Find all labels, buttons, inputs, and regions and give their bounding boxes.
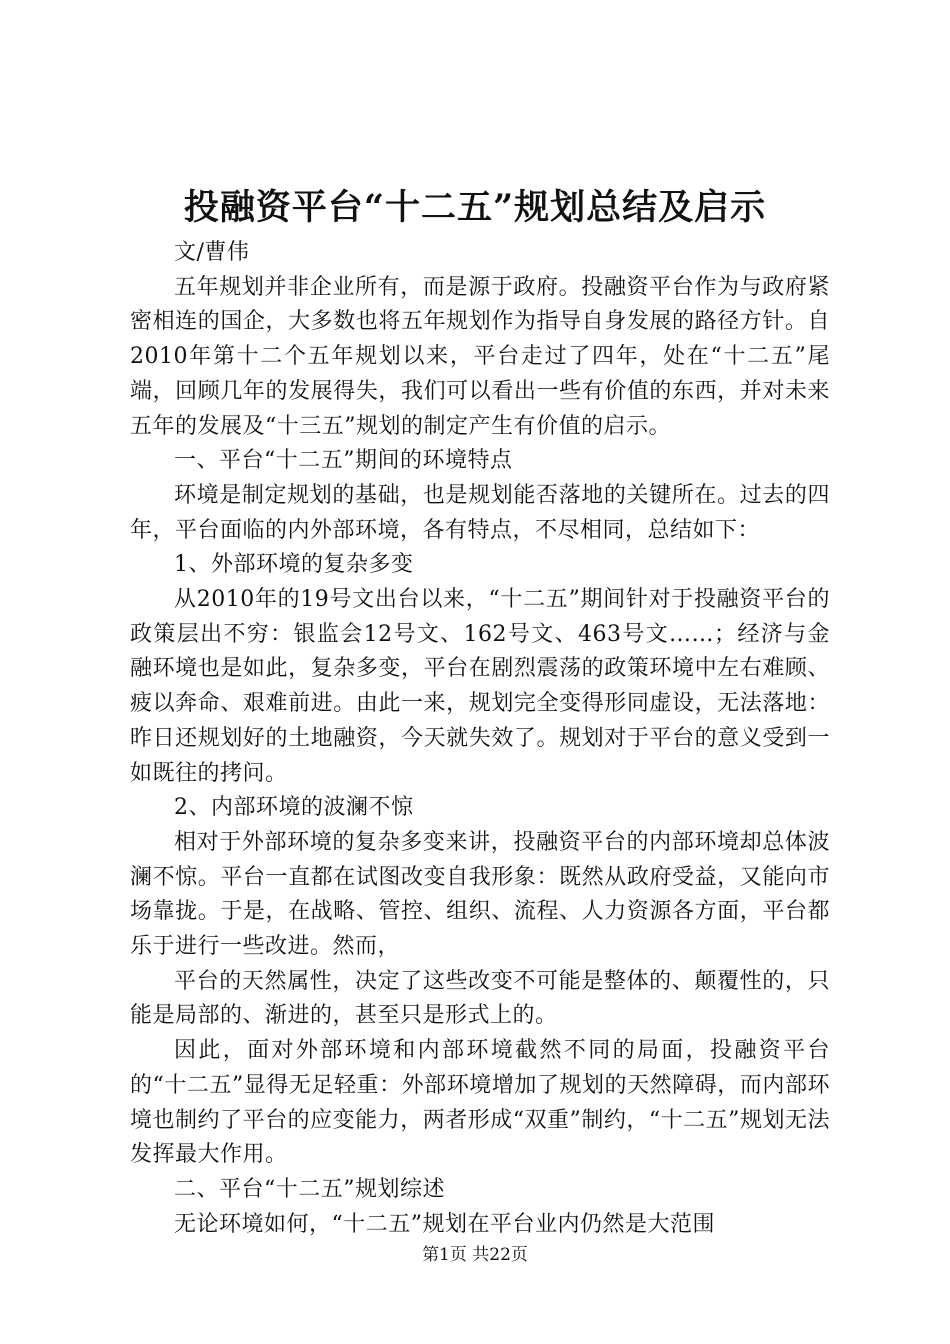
body-paragraph: 相对于外部环境的复杂多变来讲，投融资平台的内部环境却总体波澜不惊。平台一直都在试图改变自我形象：既然从政府受益，又能向市场靠拢。于是，在战略、管控、组织、流程、人力资源各方面，平台都乐于进行一些改进。然而，	[130, 829, 830, 960]
subsection-heading: 1、外部环境的复杂多变	[174, 552, 414, 578]
section-heading: 二、平台“十二五”规划综述	[174, 1176, 445, 1202]
document-title: 投融资平台“十二五”规划总结及启示	[183, 187, 767, 228]
author-line: 文/曹伟	[174, 240, 250, 265]
body-paragraph: 环境是制定规划的基础，也是规划能否落地的关键所在。过去的四年，平台面临的内外部环境，各有特点，不尽相同，总结如下：	[130, 482, 830, 543]
body-paragraph: 五年规划并非企业所有，而是源于政府。投融资平台作为与政府紧密相连的国企，大多数也将五年规划作为指导自身发展的路径方针。自2010年第十二个五年规划以来，平台走过了四年，处在“十二五”尾端，回顾几年的发展得失，我们可以看出一些有价值的东西，并对未来五年的发展及“十三五”规划的制定产生有价值的启示。	[130, 274, 830, 439]
document-body	[130, 236, 830, 1242]
body-paragraph: 无论环境如何，“十二五”规划在平台业内仍然是大范围	[174, 1211, 715, 1237]
body-paragraph: 平台的天然属性，决定了这些改变不可能是整体的、颠覆性的，只能是局部的、渐进的，甚至只是形式上的。	[130, 968, 830, 1029]
subsection-heading: 2、内部环境的波澜不惊	[174, 795, 414, 821]
body-paragraph: 因此，面对外部环境和内部环境截然不同的局面，投融资平台的“十二五”显得无足轻重：外部环境增加了规划的天然障碍，而内部环境也制约了平台的应变能力，两者形成“双重”制约，“十二五”规划无法发挥最大作用。	[130, 1038, 830, 1168]
body-paragraph: 从2010年的19号文出台以来，“十二五”期间针对于投融资平台的政策层出不穷：银监会12号文、162号文、463号文……；经济与金融环境也是如此，复杂多变，平台在剧烈震荡的政策环境中左右难顾、疲以奔命、艰难前进。由此一来，规划完全变得形同虚设，无法落地：昨日还规划好的土地融资，今天就失效了。规划对于平台的意义受到一如既往的拷问。	[130, 587, 830, 786]
page-footer: 第1页 共22页	[422, 1245, 528, 1265]
section-heading: 一、平台“十二五”期间的环境特点	[174, 448, 513, 474]
